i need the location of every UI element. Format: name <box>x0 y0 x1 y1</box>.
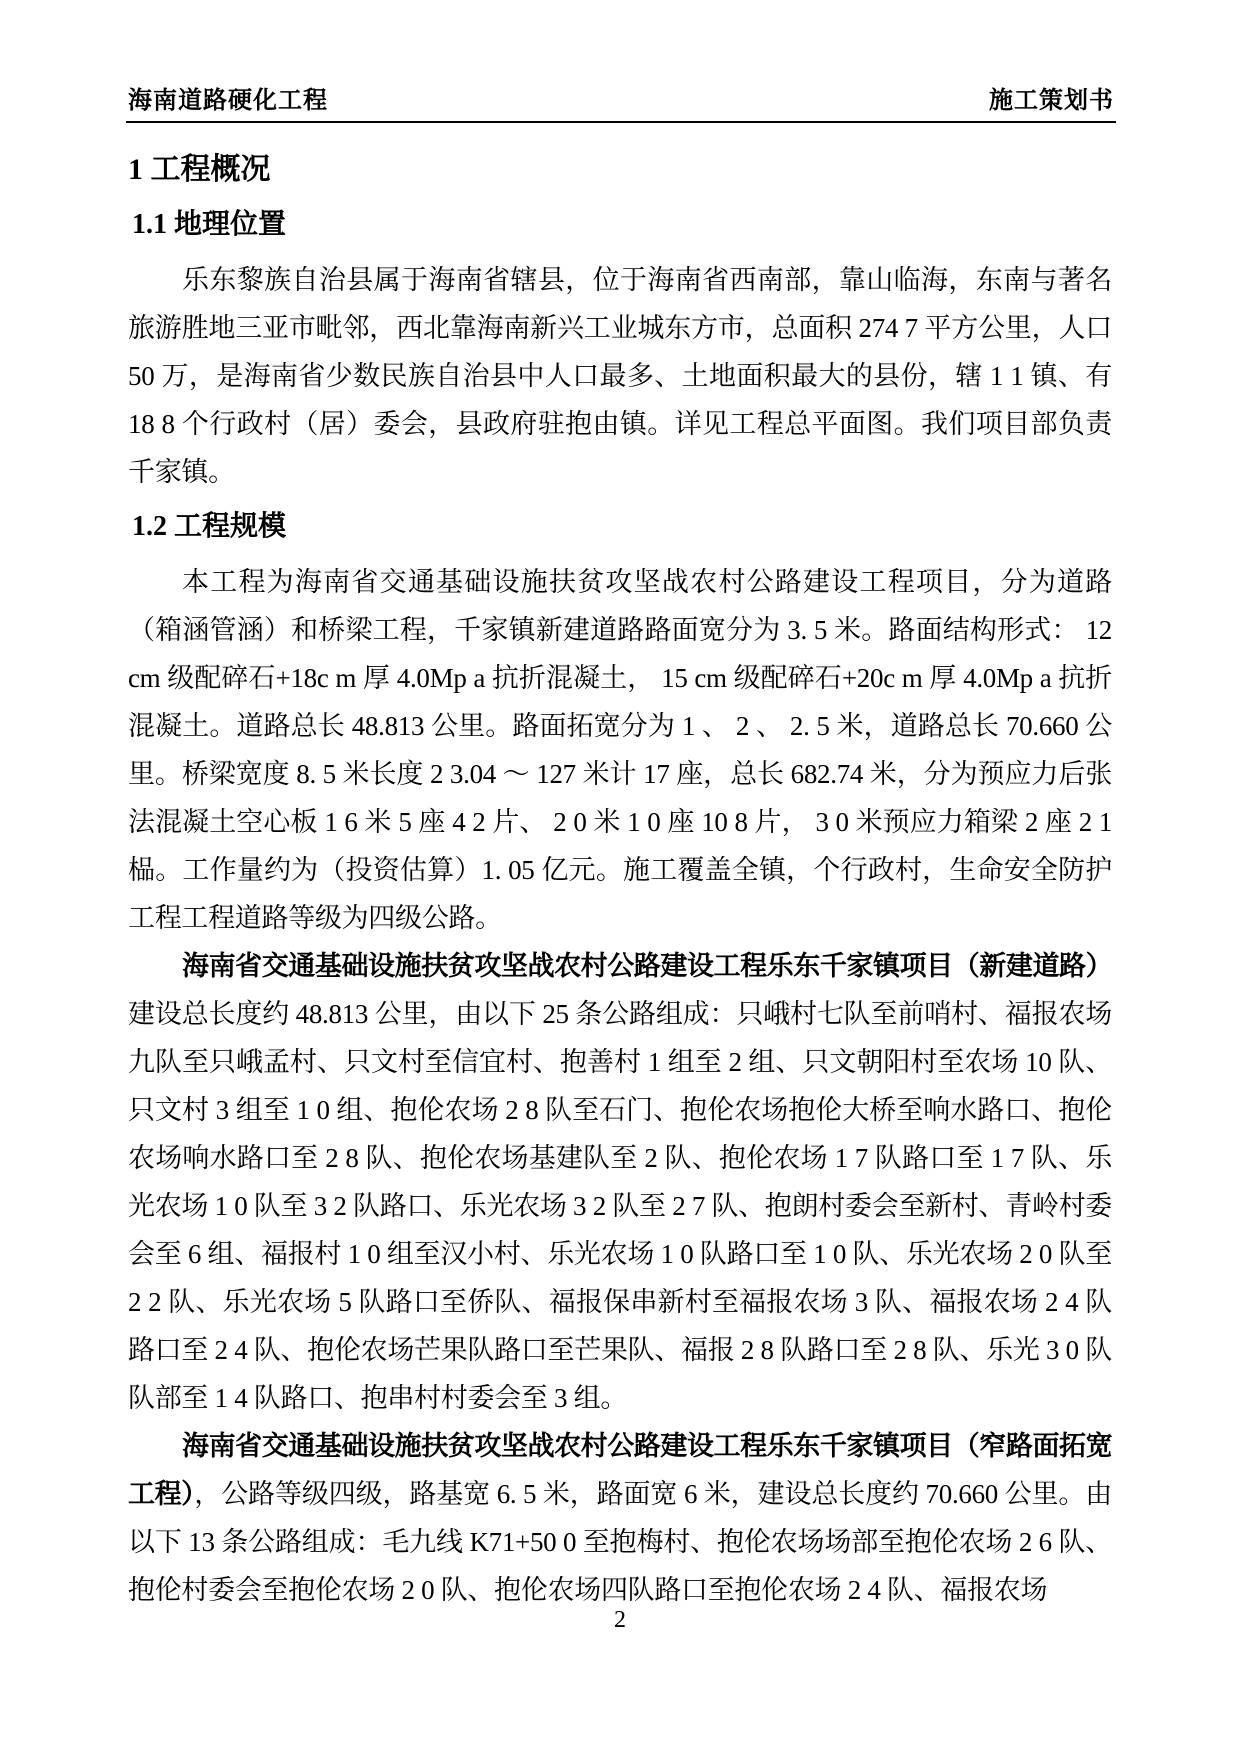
page-header <box>128 80 1114 115</box>
paragraph-road-widening-project <box>128 1422 1112 1614</box>
heading-project-overview: 1 工程概况 <box>128 153 271 186</box>
page-footer <box>0 1602 1240 1638</box>
heading-project-scale: 1.2 工程规模 <box>132 511 287 542</box>
header-right-title: 施工策划书 <box>989 88 1114 114</box>
paragraph-new-road-rest: 建设总长度约 48.813 公里，由以下 25 条公路组成：只峨村七队至前哨村、福报农场九队至只峨孟村、只文村至信宜村、抱善村 1 组至 2 组、只文朝阳村至农场 10 队、只文村 3 组至 1 0 组、抱伦农场 2 8 队至石门、抱伦农场抱伦大桥至响水路口、抱伦农场响水路口至 2 8 队、抱伦农场基建队至 2 队、抱伦农场 1 7 队路口至 1 7 队、乐光农场 1 0 队至 3 2 队路口、乐光农场 3 2 队至 2 7 队、抱朗村委会至新村、青岭村委会至 6 组、福报村 1 0 组至汉小村、乐光农场 1 0 队路口至 1 0 队、乐光农场 2 0 队至 2 2 队、乐光农场 5 队路口至侨队、福报保串新村至福报农场 3 队、福报农场 2 4 队路口至 2 4 队、抱伦农场芒果队路口至芒果队、福报 2 8 队路口至 2 8 队、乐光 3 0 队队部至 1 4 队路口、抱串村村委会至 3 组。 <box>128 999 1112 1413</box>
paragraph-geographic-location: 乐东黎族自治县属于海南省辖县，位于海南省西南部，靠山临海，东南与著名旅游胜地三亚市毗邻，西北靠海南新兴工业城东方市，总面积 274 7 平方公里，人口 50 万，是海南省少数民族自治县中人口最多、土地面积最大的县份，辖 1 1 镇、有 18 8 个行政村（居）委会，县政府驻抱由镇。详见工程总平面图。我们项目部负责千家镇。 <box>128 265 1112 487</box>
paragraph-new-road-lead: 海南省交通基础设施扶贫攻坚战农村公路建设工程乐东千家镇项目（新建道路） <box>182 951 1112 981</box>
paragraph-new-road-project <box>128 942 1112 1422</box>
document-body <box>128 136 1112 1614</box>
paragraph-road-widening-lead: 海南省交通基础设施扶贫攻坚战农村公路建设工程乐东千家镇项目（窄路面拓宽工程） <box>128 1431 1112 1509</box>
paragraph-road-widening-rest: ，公路等级四级，路基宽 6. 5 米，路面宽 6 米，建设总长度约 70.660 公里。由以下 13 条公路组成：毛九线 K71+50 0 至抱梅村、抱伦农场场部至抱伦农场 2 6 队、抱伦村委会至抱伦农场 2 0 队、抱伦农场四队路口至抱伦农场 2 4 队、福报农场 <box>128 1479 1113 1605</box>
header-rule <box>126 121 1116 123</box>
paragraph-project-scale: 本工程为海南省交通基础设施扶贫攻坚战农村公路建设工程项目，分为道路（箱涵管涵）和桥梁工程，千家镇新建道路路面宽分为 3. 5 米。路面结构形式： 12 cm 级配碎石+18c m 厚 4.0Mp a 抗折混凝土， 15 cm 级配碎石+20c m 厚 4.0Mp a 抗折混凝土。道路总长 48.813 公里。路面拓宽分为 1 、 2 、 2. 5 米，道路总长 70.660 公里。桥梁宽度 8. 5 米长度 2 3.04 ～ 127 米计 17 座，总长 682.74 米，分为预应力后张法混凝土空心板 1 6 米 5 座 4 2 片、 2 0 米 1 0 座 10 8 片， 3 0 米预应力箱梁 2 座 2 1 榀。工作量约为（投资估算）1. 05 亿元。施工覆盖全镇，个行政村，生命安全防护工程工程道路等级为四级公路。 <box>128 567 1112 933</box>
heading-geographic-location: 1.1 地理位置 <box>132 209 287 240</box>
header-left-title: 海南道路硬化工程 <box>128 88 328 114</box>
page-number: 2 <box>614 1607 626 1633</box>
